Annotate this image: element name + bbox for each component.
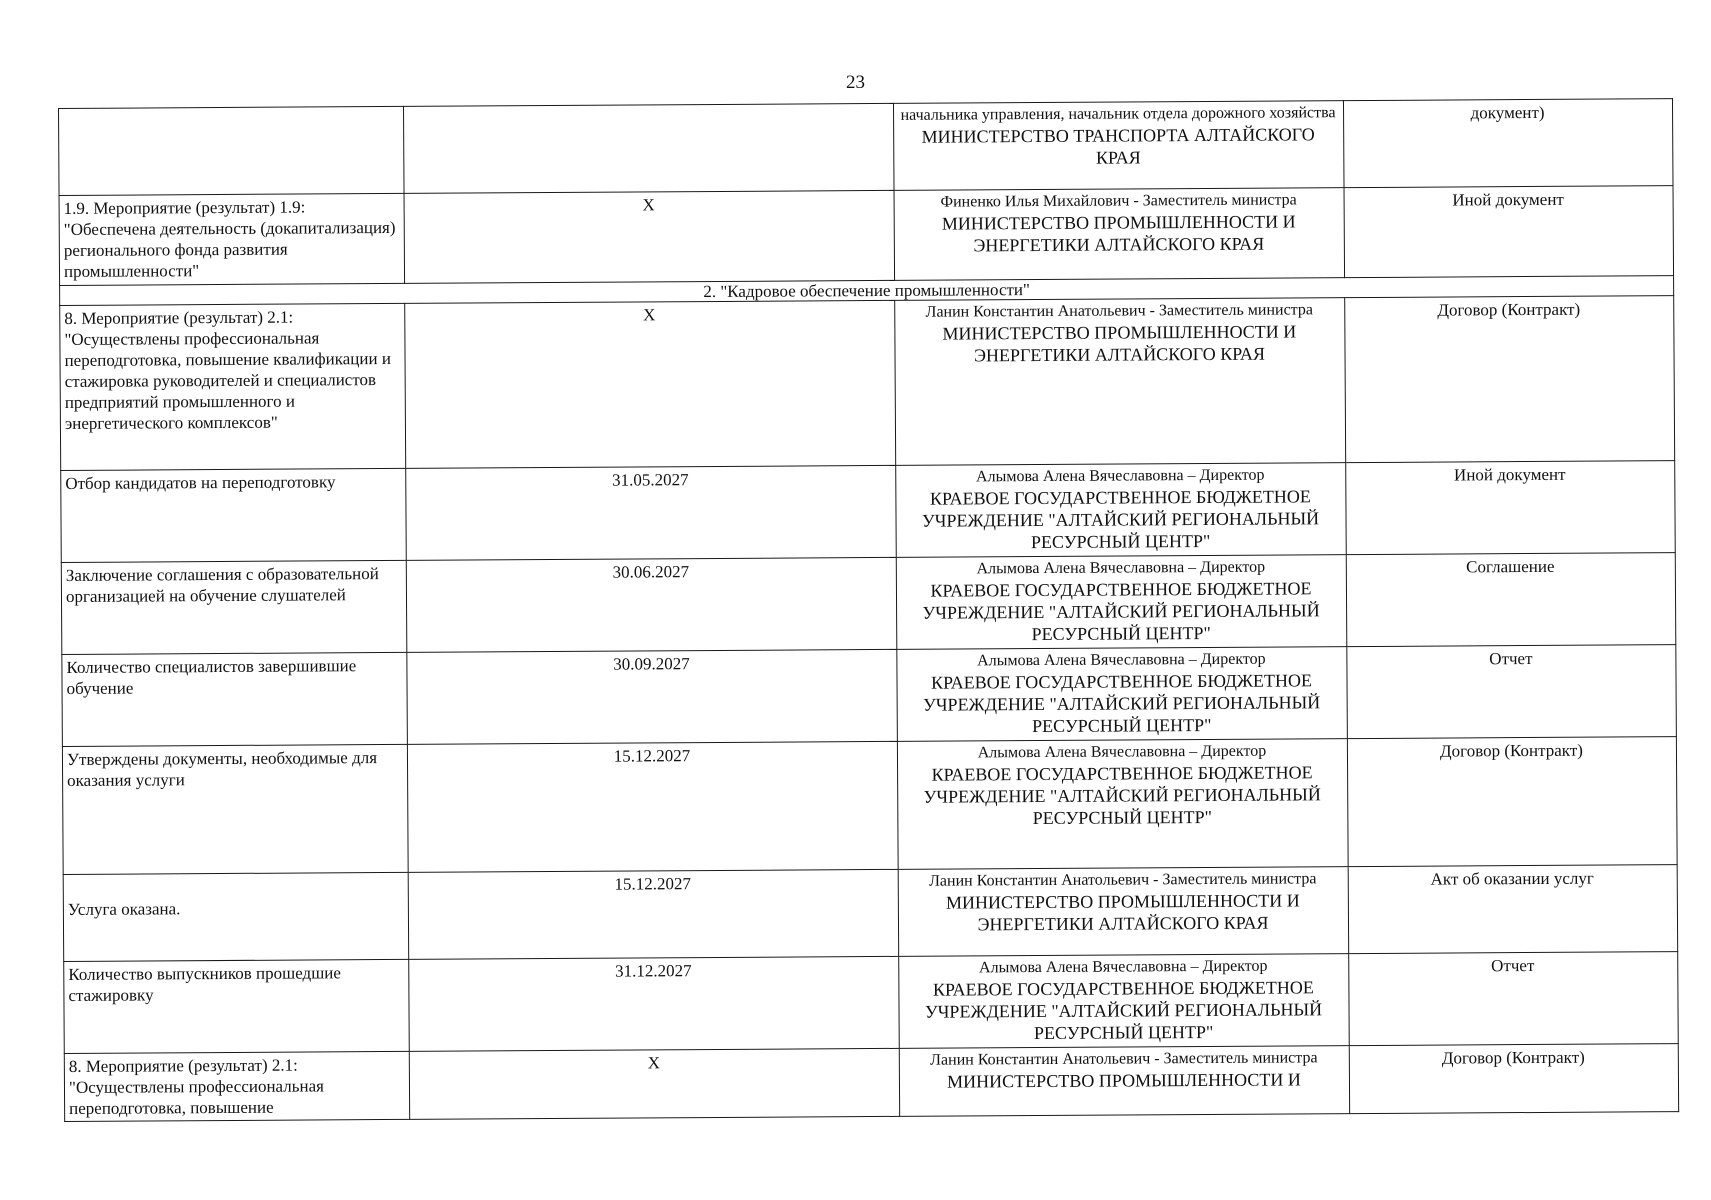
table-row xyxy=(59,185,1674,285)
event-title-cell: 8. Мероприятие (результат) 2.1: "Осуществлены профессиональная переподготовка, повышение xyxy=(64,1051,409,1121)
document-type-cell: Соглашение xyxy=(1346,553,1676,647)
responsible-person: Алымова Алена Вячеславовна – Директор xyxy=(977,650,1266,670)
responsible-person: Алымова Алена Вячеславовна – Директор xyxy=(977,742,1267,762)
responsible-person: Ланин Константин Анатольевич - Заместитель министра xyxy=(925,301,1313,321)
responsible-organization: КРАЕВОЕ ГОСУДАРСТВЕННОЕ БЮДЖЕТНОЕ УЧРЕЖДЕНИЕ "АЛТАЙСКИЙ РЕГИОНАЛЬНЫЙ РЕСУРСНЫЙ ЦЕНТР" xyxy=(924,977,1323,1043)
responsible-cell xyxy=(897,739,1348,870)
document-type-cell: Отчет xyxy=(1347,645,1677,739)
table-row xyxy=(62,645,1677,747)
responsible-person: Алымова Алена Вячеславовна – Директор xyxy=(976,558,1266,578)
event-title-cell: Количество выпускников прошедшие стажировку xyxy=(64,959,410,1053)
responsible-organization: МИНИСТЕРСТВО ТРАНСПОРТА АЛТАЙСКОГО КРАЯ xyxy=(921,124,1315,168)
date-cell: 31.05.2027 xyxy=(406,466,897,561)
event-title-cell: Услуга оказана. xyxy=(63,873,409,962)
table-row xyxy=(62,737,1677,875)
responsible-person: Алымова Алена Вячеславовна – Директор xyxy=(975,467,1265,486)
date-cell: X xyxy=(405,301,896,469)
responsible-organization: КРАЕВОЕ ГОСУДАРСТВЕННОЕ БЮДЖЕТНОЕ УЧРЕЖДЕНИЕ "АЛТАЙСКИЙ РЕГИОНАЛЬНЫЙ РЕСУРСНЫЙ ЦЕНТР" xyxy=(923,670,1321,737)
responsible-cell xyxy=(898,867,1349,956)
section-heading: 2. "Кадровое обеспечение промышленности" xyxy=(60,275,1674,305)
responsible-cell xyxy=(894,187,1345,280)
document-type-cell: Договор (Контракт) xyxy=(1345,296,1675,463)
responsible-cell xyxy=(895,298,1346,466)
event-title-cell: Заключение соглашения с образовательной организацией на обучение слушателей xyxy=(61,561,407,655)
event-title-cell: 1.9. Мероприятие (результат) 1.9: "Обеспечена деятельность (докапитализация) регионального фонда развития промышленности" xyxy=(59,193,405,285)
event-title-cell: Утверждены документы, необходимые для оказания услуги xyxy=(62,744,408,874)
responsible-organization: МИНИСТЕРСТВО ПРОМЫШЛЕННОСТИ И ЭНЕРГЕТИКИ АЛТАЙСКОГО КРАЯ xyxy=(945,890,1300,935)
event-title-cell: Отбор кандидатов на переподготовку xyxy=(61,469,407,563)
date-cell: X xyxy=(404,190,895,283)
document-type-cell: Договор (Контракт) xyxy=(1349,1043,1678,1113)
responsible-organization: МИНИСТЕРСТВО ПРОМЫШЛЕННОСТИ И ЭНЕРГЕТИКИ АЛТАЙСКОГО КРАЯ xyxy=(941,211,1296,256)
document-type-cell: Акт об оказании услуг xyxy=(1348,865,1678,954)
document-type-cell: Договор (Контракт) xyxy=(1347,737,1677,867)
responsible-cell xyxy=(893,101,1344,190)
date-cell: 30.09.2027 xyxy=(407,650,898,745)
responsible-person: Ланин Константин Анатольевич - Заместитель министра xyxy=(929,870,1317,890)
date-cell: 30.06.2027 xyxy=(406,558,897,653)
date-cell: 31.12.2027 xyxy=(409,956,900,1051)
table-row xyxy=(64,951,1679,1053)
page-number: 23 xyxy=(846,72,865,93)
responsible-organization: МИНИСТЕРСТВО ПРОМЫШЛЕННОСТИ И ЭНЕРГЕТИКИ АЛТАЙСКОГО КРАЯ xyxy=(942,321,1297,366)
responsible-cell xyxy=(897,647,1348,742)
responsible-person: Финенко Илья Михайлович - Заместитель министра xyxy=(940,191,1297,211)
event-title-cell xyxy=(59,106,405,195)
document-type-cell: Иной документ xyxy=(1344,185,1674,277)
document-type-cell: Отчет xyxy=(1349,951,1679,1045)
responsible-cell xyxy=(899,1045,1349,1116)
table-row xyxy=(59,99,1673,196)
date-cell: 15.12.2027 xyxy=(407,741,898,872)
responsible-organization: КРАЕВОЕ ГОСУДАРСТВЕННОЕ БЮДЖЕТНОЕ УЧРЕЖДЕНИЕ "АЛТАЙСКИЙ РЕГИОНАЛЬНЫЙ РЕСУРСНЫЙ ЦЕНТР" xyxy=(922,578,1320,645)
responsible-cell xyxy=(899,953,1350,1048)
table-row xyxy=(60,296,1675,471)
responsible-organization: КРАЕВОЕ ГОСУДАРСТВЕННОЕ БЮДЖЕТНОЕ УЧРЕЖДЕНИЕ "АЛТАЙСКИЙ РЕГИОНАЛЬНЫЙ РЕСУРСНЫЙ ЦЕНТР" xyxy=(923,762,1321,829)
document-type-cell: Иной документ xyxy=(1346,461,1676,555)
table-row xyxy=(61,461,1676,563)
responsible-organization: МИНИСТЕРСТВО ПРОМЫШЛЕННОСТИ И xyxy=(947,1069,1301,1092)
event-title-cell: Количество специалистов завершившие обучение xyxy=(62,653,408,747)
table-row xyxy=(61,553,1676,655)
responsible-person: Алымова Алена Вячеславовна – Директор xyxy=(978,957,1268,977)
table-row xyxy=(63,865,1677,962)
responsible-person: начальника управления, начальник отдела дорожного хозяйства xyxy=(900,104,1336,124)
responsible-cell xyxy=(896,463,1347,558)
date-cell: X xyxy=(409,1048,899,1119)
date-cell xyxy=(403,103,894,193)
table-row xyxy=(64,1043,1678,1121)
document-type-cell: документ) xyxy=(1343,99,1673,188)
plan-table xyxy=(58,98,1679,1122)
event-title-cell: 8. Мероприятие (результат) 2.1: "Осуществлены профессиональная переподготовка, повышение квалификации и стажировка руководителей и специалистов предприятий промышленного и энергетического комплексов" xyxy=(60,304,406,471)
responsible-person: Ланин Константин Анатольевич - Заместитель министра xyxy=(930,1049,1318,1069)
responsible-organization: КРАЕВОЕ ГОСУДАРСТВЕННОЕ БЮДЖЕТНОЕ УЧРЕЖДЕНИЕ "АЛТАЙСКИЙ РЕГИОНАЛЬНЫЙ РЕСУРСНЫЙ ЦЕНТР" xyxy=(921,486,1320,553)
date-cell: 15.12.2027 xyxy=(408,870,899,960)
responsible-cell xyxy=(896,555,1347,650)
